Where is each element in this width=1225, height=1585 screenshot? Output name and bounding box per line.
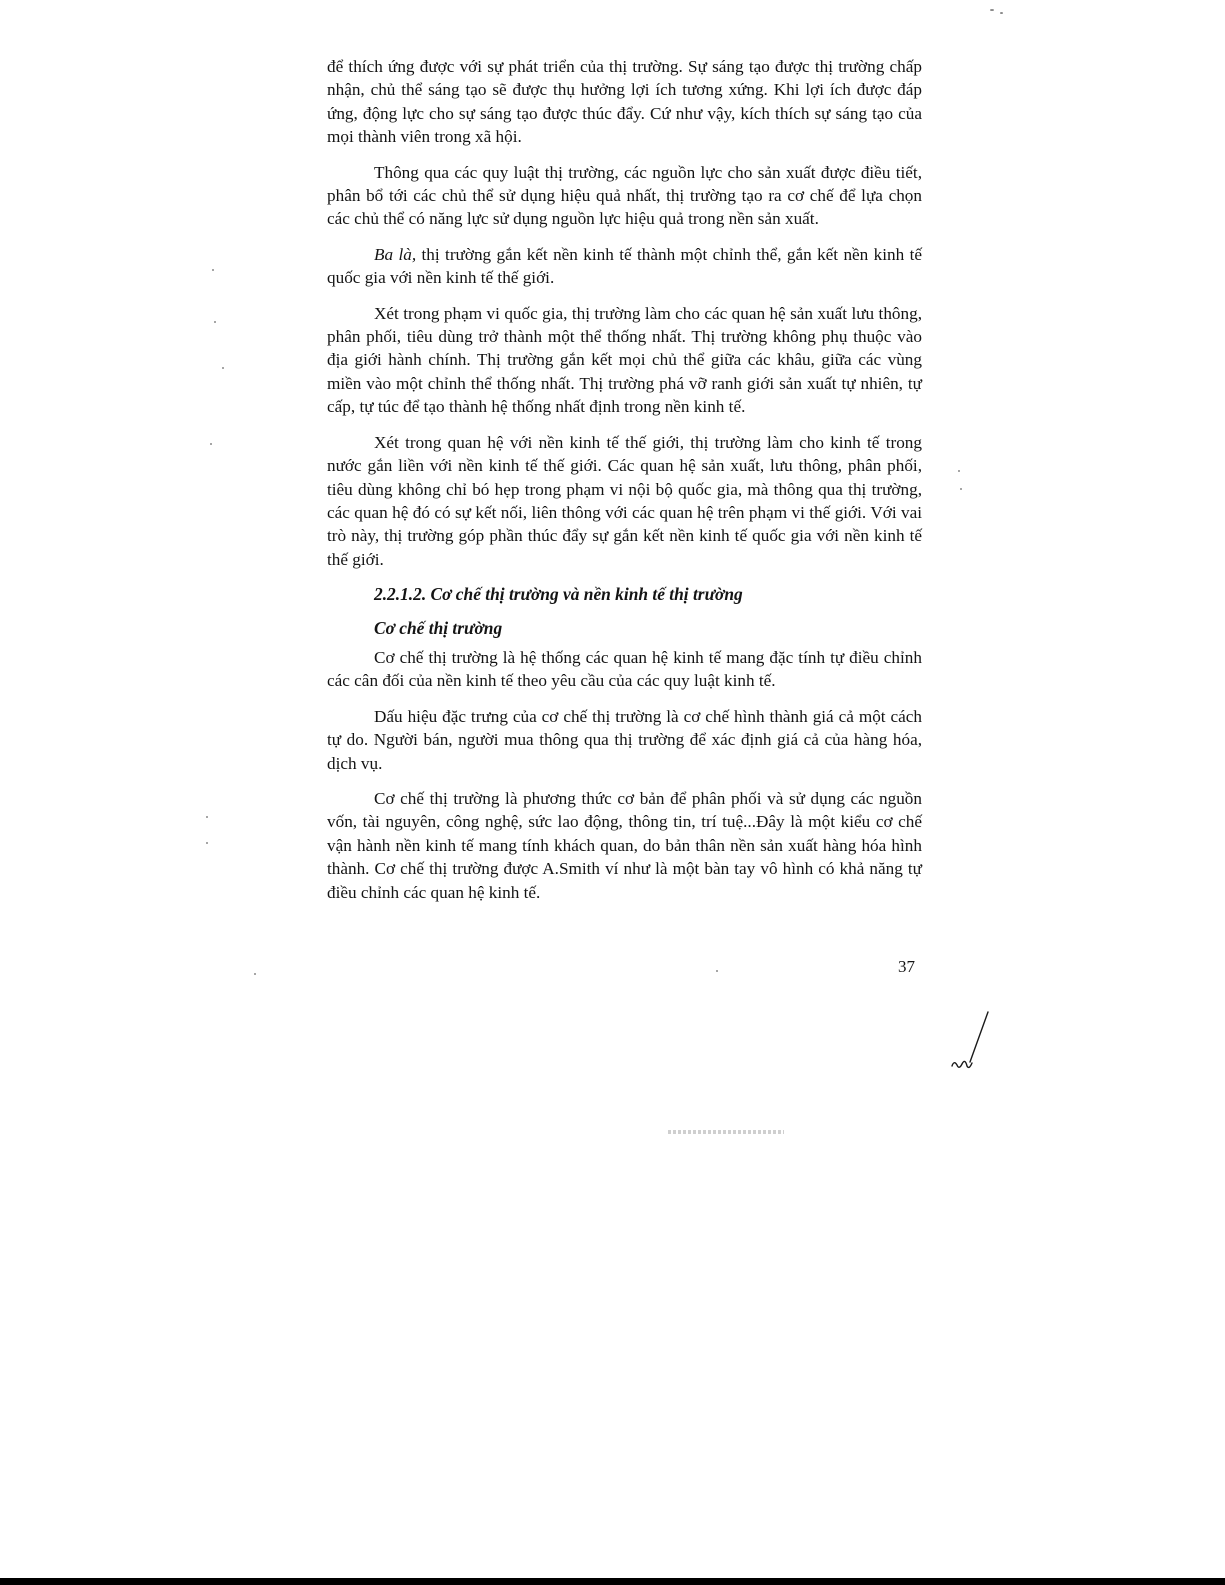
paragraph-invisible-hand: Cơ chế thị trường là phương thức cơ bản để phân phối và sử dụng các nguồn vốn, tài nguyên, công nghệ, sức lao động, thông tin, trí tuệ...Đây là một kiểu cơ chế vận hành nền kinh tế mang tính khách quan, do bản thân nền sản xuất hàng hóa hình thành. Cơ chế thị trường được A.Smith ví như là một bàn tay vô hình có khả năng tự điều chỉnh các quan hệ kinh tế. xyxy=(327,788,922,902)
page-body-text xyxy=(327,55,922,916)
paragraph-price-formation: Dấu hiệu đặc trưng của cơ chế thị trường là cơ chế hình thành giá cả một cách tự do. Người bán, người mua thông qua thị trường để xác định giá cả của hàng hóa, dịch vụ. xyxy=(327,706,922,773)
scan-speck xyxy=(1000,12,1003,14)
paragraph-national-scope: Xét trong phạm vi quốc gia, thị trường làm cho các quan hệ sản xuất lưu thông, phân phối, tiêu dùng trở thành một thể thống nhất. Thị trường không phụ thuộc vào địa giới hành chính. Thị trường gắn kết mọi chủ thể giữa các khâu, giữa các vùng miền vào một chỉnh thể thống nhất. Thị trường phá vỡ ranh giới sản xuất tự nhiên, tự cấp, tự túc để tạo thành hệ thống nhất định trong nền kinh tế. xyxy=(327,303,922,417)
paragraph-market-mechanism-definition: Cơ chế thị trường là hệ thống các quan hệ kinh tế mang đặc tính tự điều chỉnh các cân đối của nền kinh tế theo yêu cầu của các quy luật kinh tế. xyxy=(327,647,922,691)
scan-noise-strip xyxy=(668,1130,784,1134)
scan-speck xyxy=(254,973,256,975)
scan-speck xyxy=(206,842,208,844)
paragraph-continuation: để thích ứng được với sự phát triển của thị trường. Sự sáng tạo được thị trường chấp nhận, chủ thể sáng tạo sẽ được thụ hưởng lợi ích tương xứng. Khi lợi ích được đáp ứng, động lực cho sự sáng tạo được thúc đẩy. Cứ như vậy, kích thích sự sáng tạo của mọi thành viên trong xã hội. xyxy=(327,57,922,147)
scan-speck xyxy=(716,970,718,972)
scan-bottom-border xyxy=(0,1578,1225,1585)
paragraph-world-scope: Xét trong quan hệ với nền kinh tế thế giới, thị trường làm cho kinh tế trong nước gắn liền với nền kinh tế thế giới. Các quan hệ sản xuất, lưu thông, phân phối, tiêu dùng không chỉ bó hẹp trong phạm vi nội bộ quốc gia, mà thông qua thị trường, các quan hệ đó có sự kết nối, liên thông với các quan hệ trên phạm vi thế giới. Với vai trò này, thị trường góp phần thúc đẩy sự gắn kết nền kinh tế quốc gia với nền kinh tế thế giới. xyxy=(327,432,922,569)
scan-speck xyxy=(958,470,960,472)
handwritten-mark xyxy=(948,1010,998,1072)
paragraph-third-role xyxy=(327,243,922,290)
section-heading: 2.2.1.2. Cơ chế thị trường và nền kinh tế thị trường xyxy=(374,584,743,605)
paragraph-lead-phrase: Ba là, xyxy=(374,244,417,264)
scan-speck xyxy=(990,9,994,11)
scan-speck xyxy=(210,443,212,445)
subsection-heading: Cơ chế thị trường xyxy=(374,617,503,638)
scan-speck xyxy=(222,367,224,369)
scan-speck xyxy=(212,269,214,271)
scan-speck xyxy=(214,321,216,323)
scan-speck xyxy=(206,816,208,818)
paragraph-third-role-text: thị trường gắn kết nền kinh tế thành một chỉnh thể, gắn kết nền kinh tế quốc gia với nền kinh tế thế giới. xyxy=(327,244,922,288)
page-number: 37 xyxy=(898,957,915,976)
paragraph-resource-allocation: Thông qua các quy luật thị trường, các nguồn lực cho sản xuất được điều tiết, phân bổ tới các chủ thể sử dụng hiệu quả nhất, thị trường tạo ra cơ chế để lựa chọn các chủ thể có năng lực sử dụng nguồn lực hiệu quả trong nền sản xuất. xyxy=(327,162,922,229)
scan-speck xyxy=(960,488,962,490)
